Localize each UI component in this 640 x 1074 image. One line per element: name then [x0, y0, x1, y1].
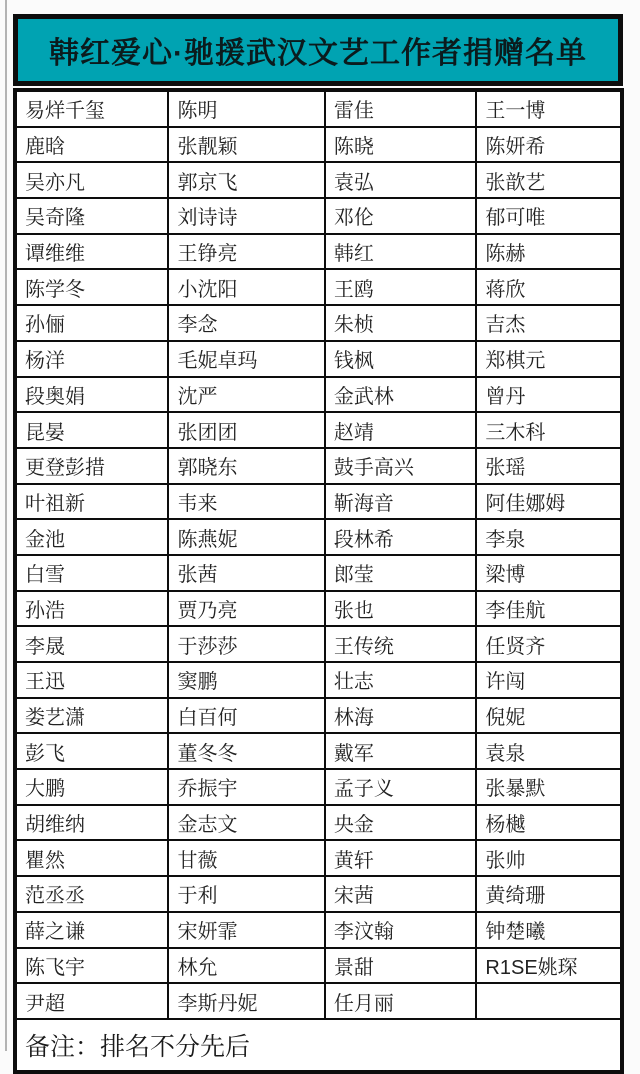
name-cell: 朱桢	[326, 306, 477, 342]
donor-table	[13, 88, 624, 1074]
name-cell: 许闯	[477, 663, 620, 699]
name-cell: 郭京飞	[169, 163, 325, 199]
name-cell: 钱枫	[326, 342, 477, 378]
footer-note: 备注：排名不分先后	[17, 1020, 620, 1070]
name-cell: 张也	[326, 592, 477, 628]
name-cell: R1SE姚琛	[477, 949, 620, 985]
name-cell: 鹿晗	[17, 128, 169, 164]
name-cell: 景甜	[326, 949, 477, 985]
name-cell: 任月丽	[326, 984, 477, 1020]
scan-page-edge-line	[5, 0, 7, 1051]
name-cell: 雷佳	[326, 92, 477, 128]
name-cell: 彭飞	[17, 734, 169, 770]
title-banner	[13, 14, 623, 86]
name-cell: 范丞丞	[17, 877, 169, 913]
name-cell: 曾丹	[477, 378, 620, 414]
name-cell: 靳海音	[326, 485, 477, 521]
name-cell: 林海	[326, 699, 477, 735]
name-cell: 袁弘	[326, 163, 477, 199]
name-cell: 蒋欣	[477, 270, 620, 306]
name-cell: 王一博	[477, 92, 620, 128]
name-cell: 甘薇	[169, 841, 325, 877]
name-cell: 杨樾	[477, 806, 620, 842]
name-cell: 陈明	[169, 92, 325, 128]
name-cell: 孟子义	[326, 770, 477, 806]
name-cell: 陈晓	[326, 128, 477, 164]
name-cell: 大鹏	[17, 770, 169, 806]
name-cell	[477, 984, 620, 1020]
name-cell: 吴奇隆	[17, 199, 169, 235]
name-cell: 瞿然	[17, 841, 169, 877]
name-cell: 陈妍希	[477, 128, 620, 164]
name-cell: 央金	[326, 806, 477, 842]
name-cell: 金武林	[326, 378, 477, 414]
name-cell: 毛妮卓玛	[169, 342, 325, 378]
name-cell: 王迅	[17, 663, 169, 699]
name-cell: 李晟	[17, 627, 169, 663]
name-cell: 尹超	[17, 984, 169, 1020]
name-cell: 张暴默	[477, 770, 620, 806]
name-cell: 三木科	[477, 413, 620, 449]
name-cell: 段奥娟	[17, 378, 169, 414]
name-cell: 李念	[169, 306, 325, 342]
name-cell: 吴亦凡	[17, 163, 169, 199]
name-cell: 倪妮	[477, 699, 620, 735]
name-cell: 王传统	[326, 627, 477, 663]
name-cell: 叶祖新	[17, 485, 169, 521]
name-cell: 易烊千玺	[17, 92, 169, 128]
name-cell: 陈飞宇	[17, 949, 169, 985]
name-cell: 郑棋元	[477, 342, 620, 378]
name-cell: 林允	[169, 949, 325, 985]
name-cell: 黄绮珊	[477, 877, 620, 913]
name-cell: 黄轩	[326, 841, 477, 877]
name-cell: 沈严	[169, 378, 325, 414]
name-cell: 杨洋	[17, 342, 169, 378]
name-cell: 阿佳娜姆	[477, 485, 620, 521]
name-cell: 于利	[169, 877, 325, 913]
name-cell: 王铮亮	[169, 235, 325, 271]
name-cell: 谭维维	[17, 235, 169, 271]
name-cell: 娄艺潇	[17, 699, 169, 735]
name-cell: 昆晏	[17, 413, 169, 449]
name-cell: 李佳航	[477, 592, 620, 628]
name-cell: 小沈阳	[169, 270, 325, 306]
name-cell: 孙俪	[17, 306, 169, 342]
name-cell: 李汶翰	[326, 913, 477, 949]
name-cell: 张团团	[169, 413, 325, 449]
name-cell: 郭晓东	[169, 449, 325, 485]
name-cell: 张歆艺	[477, 163, 620, 199]
name-cell: 陈赫	[477, 235, 620, 271]
name-cell: 邓伦	[326, 199, 477, 235]
name-cell: 更登彭措	[17, 449, 169, 485]
name-cell: 李斯丹妮	[169, 984, 325, 1020]
name-cell: 钟楚曦	[477, 913, 620, 949]
name-cell: 胡维纳	[17, 806, 169, 842]
name-cell: 韩红	[326, 235, 477, 271]
name-cell: 宋妍霏	[169, 913, 325, 949]
name-cell: 李泉	[477, 520, 620, 556]
name-cell: 白百何	[169, 699, 325, 735]
name-cell: 陈学冬	[17, 270, 169, 306]
name-cell: 窦鹏	[169, 663, 325, 699]
name-cell: 张靓颖	[169, 128, 325, 164]
name-cell: 壮志	[326, 663, 477, 699]
name-cell: 孙浩	[17, 592, 169, 628]
name-cell: 董冬冬	[169, 734, 325, 770]
name-cell: 王鸥	[326, 270, 477, 306]
name-cell: 金池	[17, 520, 169, 556]
name-cell: 袁泉	[477, 734, 620, 770]
name-cell: 金志文	[169, 806, 325, 842]
name-cell: 郎莹	[326, 556, 477, 592]
name-cell: 戴军	[326, 734, 477, 770]
name-cell: 张茜	[169, 556, 325, 592]
name-cell: 鼓手高兴	[326, 449, 477, 485]
name-cell: 陈燕妮	[169, 520, 325, 556]
name-cell: 刘诗诗	[169, 199, 325, 235]
name-cell: 任贤齐	[477, 627, 620, 663]
name-cell: 韦来	[169, 485, 325, 521]
name-cell: 宋茜	[326, 877, 477, 913]
name-cell: 张帅	[477, 841, 620, 877]
name-cell: 白雪	[17, 556, 169, 592]
name-cell: 段林希	[326, 520, 477, 556]
name-cell: 吉杰	[477, 306, 620, 342]
name-cell: 贾乃亮	[169, 592, 325, 628]
name-cell: 郁可唯	[477, 199, 620, 235]
name-cell: 薛之谦	[17, 913, 169, 949]
name-cell: 张瑶	[477, 449, 620, 485]
name-cell: 梁博	[477, 556, 620, 592]
page-title: 韩红爱心·驰援武汉文艺工作者捐赠名单	[49, 37, 587, 70]
name-cell: 于莎莎	[169, 627, 325, 663]
name-cell: 乔振宇	[169, 770, 325, 806]
name-cell: 赵靖	[326, 413, 477, 449]
